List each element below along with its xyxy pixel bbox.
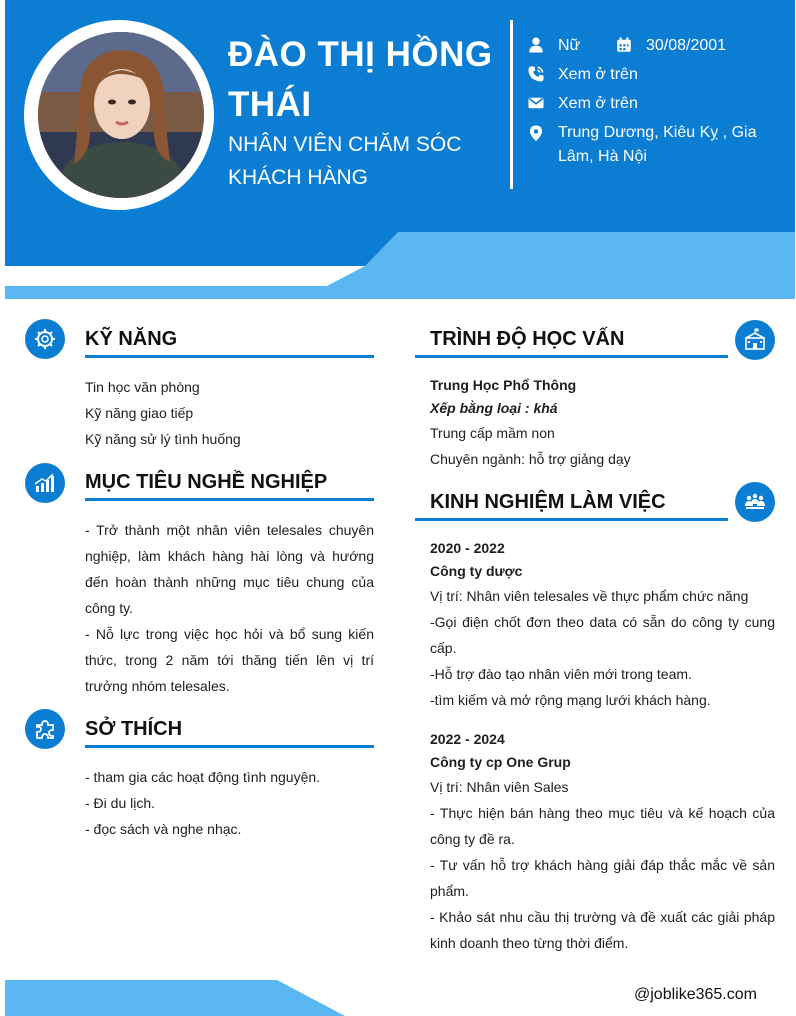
- footer-website: @joblike365.com: [634, 986, 757, 1003]
- education-grade: Xếp bằng loại : khá: [430, 400, 558, 416]
- mail-icon: [527, 94, 545, 112]
- phone-value: Xem ở trên: [558, 66, 638, 83]
- phone-icon: [527, 65, 545, 83]
- job-company: Công ty cp One Grup: [430, 754, 571, 770]
- objective-paragraph: - Nỗ lực trong việc học hỏi và bổ sung kiến thức, trong 2 năm tới thăng tiến lên vị trí trưởng nhóm telesales.: [85, 626, 374, 694]
- location-pin-icon: [527, 124, 545, 142]
- objective-title: MỤC TIÊU NGHỀ NGHIỆP: [85, 471, 328, 493]
- skills-underline: [85, 355, 374, 358]
- gender-value: Nữ: [558, 37, 581, 54]
- skill-item: Kỹ năng giao tiếp: [85, 405, 194, 421]
- calendar-icon: [615, 36, 633, 54]
- birthday-value: 30/08/2001: [646, 37, 727, 54]
- job-position: Vị trí: Nhân viên Sales: [430, 779, 569, 795]
- job-period: 2022 - 2024: [430, 731, 505, 747]
- avatar: [38, 32, 204, 198]
- job-duty: -tìm kiếm và mở rộng mạng lưới khách hàng.: [430, 692, 711, 708]
- job-duty: -Hỗ trợ đào tạo nhân viên mới trong team.: [430, 666, 692, 682]
- job-duty: - Tư vấn hỗ trợ khách hàng giải đáp thắc mắc về sản phẩm.: [430, 857, 775, 899]
- gear-icon: [25, 319, 65, 359]
- user-icon: [527, 36, 545, 54]
- education-title: TRÌNH ĐỘ HỌC VẤN: [430, 328, 625, 350]
- team-icon: [735, 482, 775, 522]
- address-value: Trung Dương, Kiêu Kỵ , Gia Lâm, Hà Nội: [558, 124, 757, 165]
- objective-underline: [85, 498, 374, 501]
- email-value: Xem ở trên: [558, 95, 638, 112]
- experience-title: KINH NGHIỆM LÀM VIỆC: [430, 491, 666, 513]
- education-major: Chuyên ngành: hỗ trợ giảng dạy: [430, 451, 631, 467]
- job-position: Vị trí: Nhân viên telesales về thực phẩm chức năng: [430, 588, 749, 604]
- job-period: 2020 - 2022: [430, 540, 505, 556]
- objective-paragraph: - Trở thành một nhân viên telesales chuyên nghiệp, làm khách hàng hài lòng và hướng đến hoàn thành những mục tiêu chung của công ty.: [85, 522, 374, 616]
- job-title: NHÂN VIÊN CHĂM SÓC KHÁCH HÀNG: [228, 133, 462, 189]
- hobbies-title: SỞ THÍCH: [85, 718, 183, 740]
- candidate-name: ĐÀO THỊ HỒNG THÁI: [228, 35, 493, 124]
- hobby-item: - tham gia các hoạt động tình nguyện.: [85, 769, 321, 785]
- education-school: Trung Học Phổ Thông: [430, 377, 577, 393]
- job-duty: -Gọi điện chốt đơn theo data có sẵn do công ty cung cấp.: [430, 614, 775, 656]
- job-duty: - Khảo sát nhu cầu thị trường và đề xuất các giải pháp kinh doanh theo từng thời điểm.: [430, 909, 775, 951]
- hobby-item: - Đi du lịch.: [85, 795, 156, 811]
- header-divider: [510, 20, 513, 189]
- job-duty: - Thực hiện bán hàng theo mục tiêu và kế hoạch của công ty đề ra.: [430, 805, 775, 847]
- puzzle-icon: [25, 709, 65, 749]
- footer-accent: [5, 980, 345, 1016]
- hobby-item: - đọc sách và nghe nhạc.: [85, 821, 242, 837]
- skills-title: KỸ NĂNG: [85, 328, 178, 350]
- growth-chart-icon: [25, 463, 65, 503]
- education-level: Trung cấp mầm non: [430, 425, 555, 441]
- hobbies-underline: [85, 745, 374, 748]
- experience-underline: [415, 518, 728, 521]
- skill-item: Tin học văn phòng: [85, 379, 200, 395]
- school-building-icon: [735, 320, 775, 360]
- education-underline: [415, 355, 728, 358]
- skill-item: Kỹ năng sử lý tình huống: [85, 431, 241, 447]
- job-company: Công ty dược: [430, 563, 523, 579]
